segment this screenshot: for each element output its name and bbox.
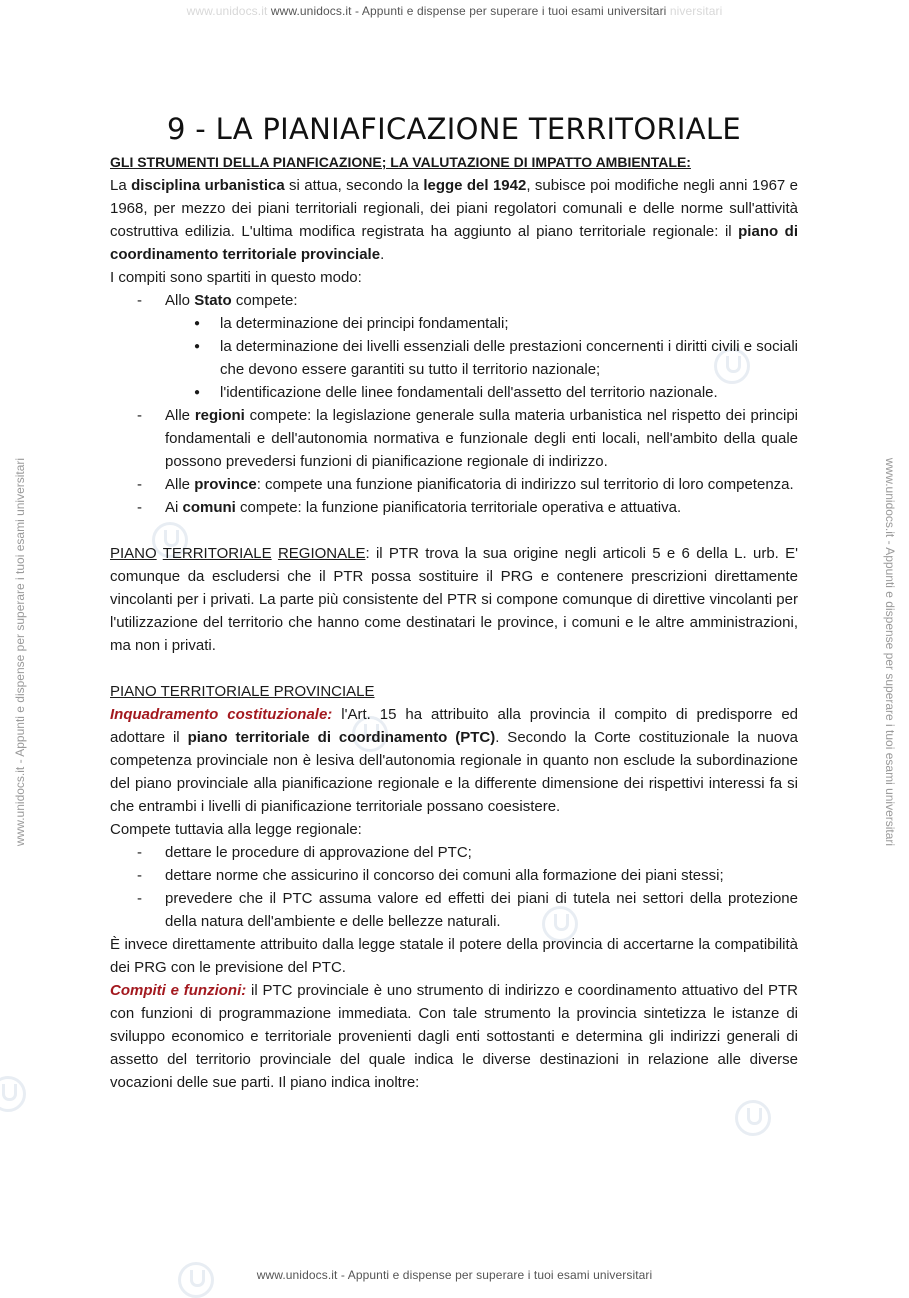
compiti-label: Compiti e funzioni: bbox=[110, 982, 247, 999]
page-title: 9 - LA PIANIAFICAZIONE TERRITORIALE bbox=[167, 112, 741, 146]
side-watermark-right: www.unidocs.it - Appunti e dispense per superare i tuoi esami universitari bbox=[883, 457, 897, 847]
ptr-heading-word: TERRITORIALE bbox=[162, 545, 272, 562]
list-item: ● la determinazione dei principi fondamentali; bbox=[165, 312, 798, 335]
bold-term: legge del 1942 bbox=[423, 177, 527, 194]
compiti-paragraph: Compiti e funzioni: il PTC provinciale è uno strumento di indirizzo e coordinamento attuativo del PTR con funzioni di programmazione immediata. Con tale strumento la provincia sintetizza le istanze di sviluppo economico e territoriale provenienti dagli enti sottostanti e determina gli indirizzi generali di assetto del territorio provinciale del quale indica le diverse destinazioni in relazione alle diverse vocazioni delle sue parti. Il piano indica inoltre: bbox=[110, 982, 798, 1091]
side-watermark-left: www.unidocs.it - Appunti e dispense per superare i tuoi esami universitari bbox=[13, 457, 27, 847]
list-item-province: - Alle province: compete una funzione pianificatoria di indirizzo sul territorio di loro competenza. bbox=[110, 473, 798, 496]
list-item: ● la determinazione dei livelli essenziali delle prestazioni concernenti i diritti civili e sociali che devono essere garantiti su tutto il territorio nazionale; bbox=[165, 335, 798, 381]
watermark-ghost-right: niversitari bbox=[669, 4, 723, 18]
unidocs-logo-icon bbox=[735, 1100, 771, 1136]
list-item: - prevedere che il PTC assuma valore ed effetti dei piani di tutela nei settori della protezione della natura dell'ambiente e delle bellezze naturali. bbox=[110, 887, 798, 933]
list-item: ● l'identificazione delle linee fondamentali dell'assetto del territorio nazionale. bbox=[165, 381, 798, 404]
inquadramento-paragraph: Inquadramento costituzionale: l'Art. 15 ha attribuito alla provincia il compito di predisporre ed adottare il piano territoriale di coordinamento (PTC). Secondo la Corte costituzionale la nuova competenza provinciale non è lesiva dell'autonomia regionale in quanto non esclude la subordinazione del piano provinciale alla pianificazione regionale e la differente dimensione dei rispettivi interessi fa si che entrambi i livelli di pianificazione territoriale possano coesistere. bbox=[110, 706, 799, 815]
list-item-comuni: - Ai comuni compete: la funzione pianificatoria territoriale operativa e attuativa. bbox=[110, 496, 798, 519]
list-item-stato: - Allo Stato compete: ● la determinazione dei principi fondamentali; ● la determinazione dei livelli essenziali delle prestazioni concernenti i diritti civili e sociali che devono essere garantiti su tutto il territorio nazionale; ● l'identificazione delle linee fondamentali dell'assetto del territorio nazionale. bbox=[110, 289, 798, 404]
compete-intro: Compete tuttavia alla legge regionale: bbox=[110, 821, 362, 838]
unidocs-logo-icon bbox=[0, 1076, 26, 1112]
unidocs-logo-icon bbox=[178, 1262, 214, 1298]
list-item: - dettare le procedure di approvazione del PTC; bbox=[110, 841, 798, 864]
section-heading-ptp: PIANO TERRITORIALE PROVINCIALE bbox=[110, 683, 375, 700]
ptr-paragraph: PIANO TERRITORIALE REGIONALE: il PTR trova la sua origine negli articoli 5 e 6 della L. urb. E' comunque da escludersi che il PTR possa sostituire il PRG e contenere prescrizioni direttamente vincolanti per i privati. La parte più consistente del PTR si compone comunque di direttive vincolanti per l'utilizzazione del territorio che hanno come destinatari le province, i comuni e le altre amministrazioni, ma non i privati. bbox=[110, 545, 799, 654]
section-heading-strumenti: GLI STRUMENTI DELLA PIANFICAZIONE; LA VALUTAZIONE DI IMPATTO AMBIENTALE: bbox=[110, 154, 691, 170]
bold-term: piano di coordinamento territoriale provinciale bbox=[110, 223, 798, 263]
list-item-regioni: - Alle regioni compete: la legislazione generale sulla materia urbanistica nel rispetto dei principi fondamentali e dell'autonomia normativa e funzionale degli enti locali, nell'ambito della quale possono prevedersi funzioni di pianificazione regionale di indirizzo. bbox=[110, 404, 798, 473]
watermark-ghost-left: www.unidocs.it bbox=[186, 4, 268, 18]
bold-term: disciplina urbanistica bbox=[131, 177, 285, 194]
statale-paragraph: È invece direttamente attribuito dalla legge statale il potere della provincia di accertarne la compatibilità dei PRG con le previsione del PTC. bbox=[110, 936, 798, 976]
bold-term: piano territoriale di coordinamento (PTC) bbox=[187, 729, 496, 746]
ptr-heading-word: PIANO bbox=[110, 545, 157, 562]
watermark-text: www.unidocs.it - Appunti e dispense per superare i tuoi esami universitari bbox=[270, 4, 667, 18]
header-watermark bbox=[0, 4, 909, 18]
document-body bbox=[110, 110, 798, 1094]
stato-sublist bbox=[165, 312, 798, 404]
list-item: - dettare norme che assicurino il concorso dei comuni alla formazione dei piani stessi; bbox=[110, 864, 798, 887]
tasks-intro: I compiti sono spartiti in questo modo: bbox=[110, 269, 362, 286]
footer-watermark: www.unidocs.it - Appunti e dispense per superare i tuoi esami universitari bbox=[256, 1268, 653, 1282]
competence-list bbox=[110, 289, 798, 519]
ptr-heading-word: REGIONALE bbox=[277, 545, 366, 562]
inquadramento-label: Inquadramento costituzionale: bbox=[110, 706, 333, 723]
intro-paragraph: La disciplina urbanistica si attua, secondo la legge del 1942, subisce poi modifiche negli anni 1967 e 1968, per mezzo dei piani territoriali regionali, dei piani regolatori comunali e delle norme sull'attività costruttiva edilizia. L'ultima modifica registrata ha aggiunto al piano territoriale regionale: il piano di coordinamento territoriale provinciale. bbox=[110, 177, 798, 263]
regional-law-list bbox=[110, 841, 798, 933]
